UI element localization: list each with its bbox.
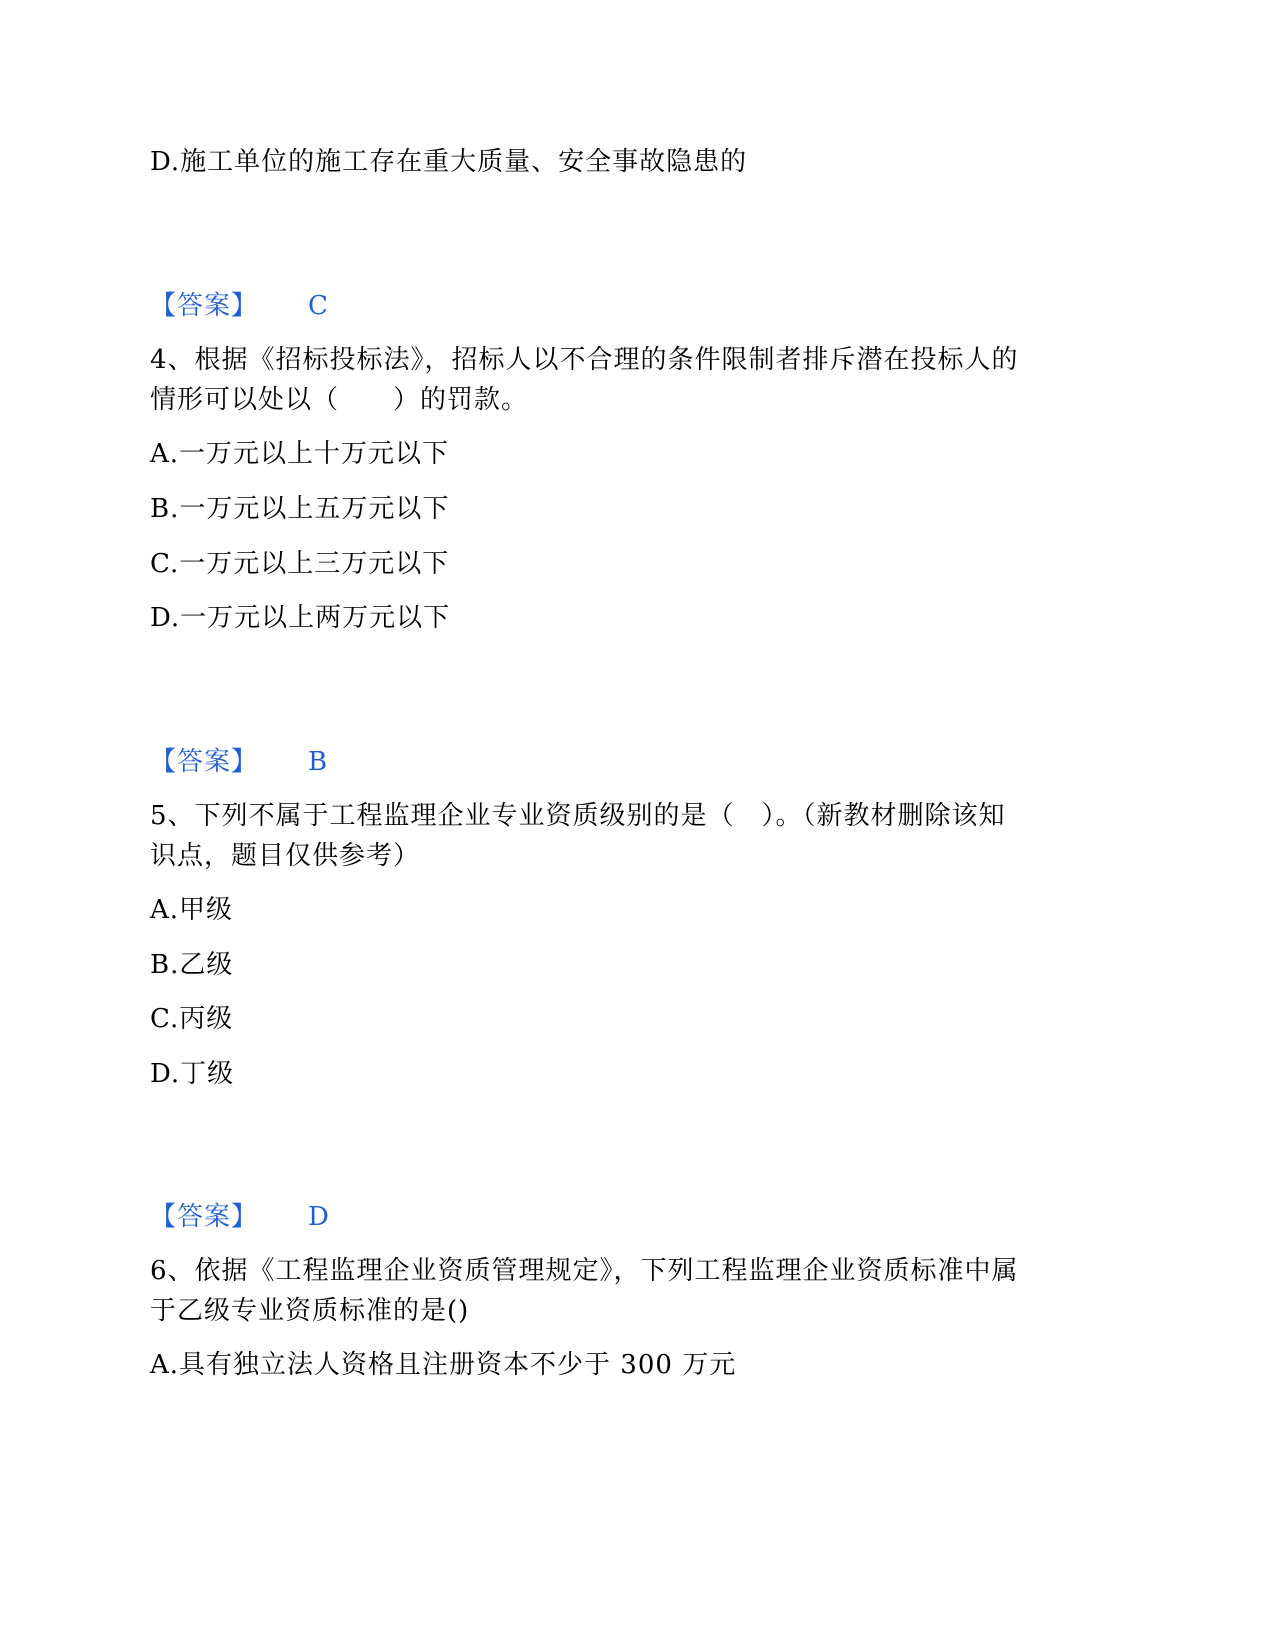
q5-option-b: B.乙级 <box>150 950 234 980</box>
q3-answer <box>150 290 328 322</box>
q4-option-a: A.一万元以上十万元以下 <box>150 439 450 469</box>
q6-stem-line2: 于乙级专业资质标准的是() <box>150 1296 470 1326</box>
answer-letter: B <box>308 747 328 777</box>
q4-option-d: D.一万元以上两万元以下 <box>150 603 451 633</box>
q5-answer <box>150 1201 329 1233</box>
q5-option-c: C.丙级 <box>150 1004 234 1034</box>
q5-stem-line1: 5、下列不属于工程监理企业专业资质级别的是（ ）。（新教材删除该知 <box>150 801 1006 831</box>
q4-option-b: B.一万元以上五万元以下 <box>150 494 450 524</box>
answer-tag: 【答案】 <box>150 1202 259 1232</box>
answer-tag: 【答案】 <box>150 747 259 777</box>
answer-tag: 【答案】 <box>150 291 259 321</box>
q4-stem-line1: 4、根据《招标投标法》，招标人以不合理的条件限制者排斥潜在投标人的 <box>150 345 1019 375</box>
q5-stem-line2: 识点，题目仅供参考） <box>150 841 421 871</box>
q6-option-a: A.具有独立法人资格且注册资本不少于 300 万元 <box>150 1350 737 1380</box>
answer-letter: C <box>308 291 328 321</box>
q6-stem-line1: 6、依据《工程监理企业资质管理规定》，下列工程监理企业资质标准中属 <box>150 1256 1019 1286</box>
answer-letter: D <box>308 1202 329 1232</box>
q5-option-a: A.甲级 <box>150 895 234 925</box>
q3-option-d: D.施工单位的施工存在重大质量、安全事故隐患的 <box>150 147 748 177</box>
q5-option-d: D.丁级 <box>150 1059 235 1089</box>
q4-option-c: C.一万元以上三万元以下 <box>150 549 450 579</box>
q4-stem-line2: 情形可以处以（ ）的罚款。 <box>150 385 529 415</box>
q4-answer <box>150 746 328 778</box>
